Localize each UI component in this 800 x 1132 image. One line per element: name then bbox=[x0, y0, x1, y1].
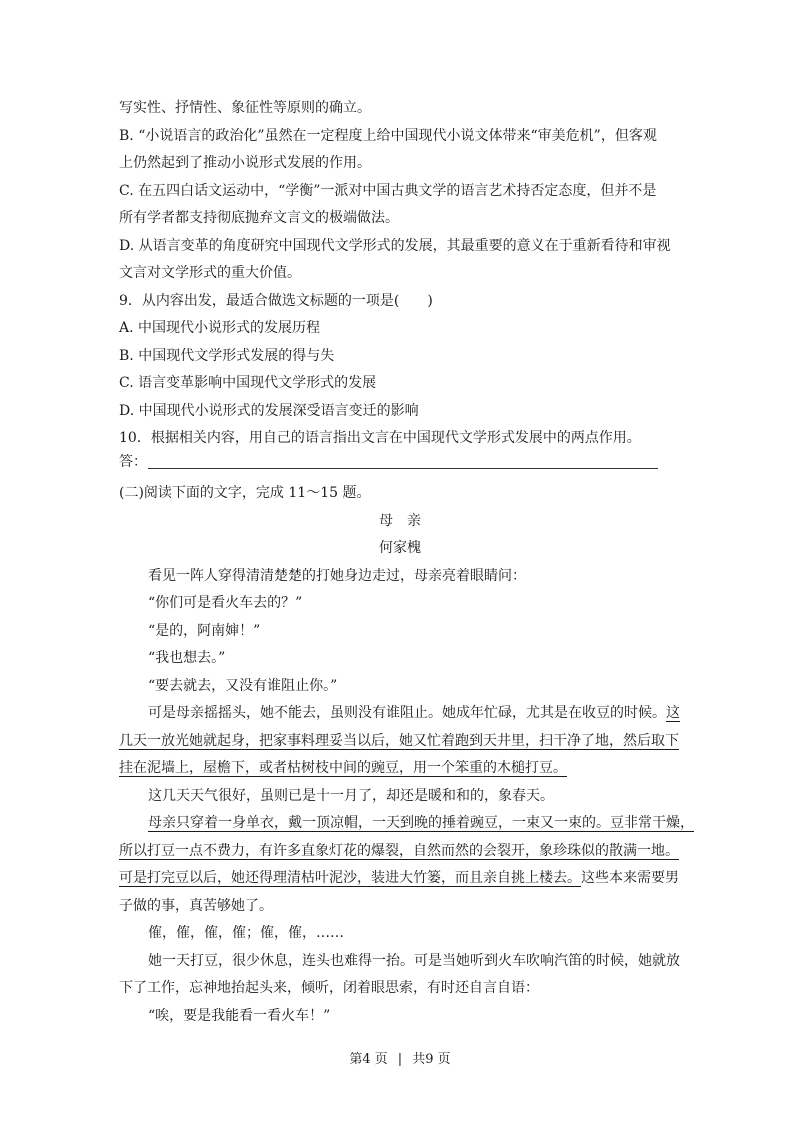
footer-separator: | bbox=[397, 1052, 403, 1067]
option-b-line: B. “小说语言的政治化”虽然在一定程度上给中国现代小说文体带来“审美危机”，但客观 bbox=[119, 128, 657, 144]
paragraph-line: 她一天打豆，很少休息，连头也难得一抬。可是当她听到火车吹响汽笛的时候，她就放 bbox=[148, 953, 680, 969]
answer-blank-line[interactable] bbox=[148, 468, 658, 469]
dialogue-line: “要去就去，又没有谁阻止你。” bbox=[148, 678, 338, 694]
story-title: 母 亲 bbox=[379, 513, 421, 529]
paragraph-line: 子做的事，真苦够她了。 bbox=[119, 898, 273, 914]
question-10: 10．根据相关内容，用自己的语言指出文言在中国现代文学形式发展中的两点作用。 bbox=[119, 430, 641, 446]
underlined-line: 几天一放光她就起身，把家事料理妥当以后，她又忙着跑到天井里，扫干净了地，然后取下 bbox=[119, 733, 679, 749]
q9-option-a: A. 中国现代小说形式的发展历程 bbox=[119, 320, 321, 336]
plain-text: 可是母亲摇摇头，她不能去，虽则没有谁阻止。她成年忙碌，尤其是在收豆的时候。 bbox=[148, 705, 666, 721]
underlined-line: 母亲只穿着一身单衣，戴一顶凉帽，一天到晚的捶着豌豆，一束又一束的。豆非常干燥， bbox=[148, 815, 694, 831]
paragraph-line bbox=[119, 868, 679, 888]
dialogue-line: “唉，要是我能看一看火车！” bbox=[148, 1008, 331, 1024]
q9-option-b: B. 中国现代文学形式发展的得与失 bbox=[119, 348, 335, 364]
underlined-line: 所以打豆一点不费力，有许多直象灯花的爆裂，自然而然的会裂开，象珍珠似的散满一地。 bbox=[119, 843, 679, 859]
total-pages: 共9 页 bbox=[412, 1052, 451, 1067]
option-d-line: D. 从语言变革的角度研究中国现代文学形式的发展，其最重要的意义在于重新看待和审视 bbox=[119, 238, 671, 254]
dialogue-line: “是的，阿南婶！” bbox=[148, 623, 261, 639]
text-line: 文言对文学形式的重大价值。 bbox=[119, 265, 301, 281]
story-author: 何家槐 bbox=[379, 540, 421, 556]
question-9: 9．从内容出发，最适合做选文标题的一项是( ) bbox=[119, 293, 433, 309]
underlined-text: 这 bbox=[666, 705, 680, 721]
text-line: 上仍然起到了推动小说形式发展的作用。 bbox=[119, 155, 371, 171]
q9-option-d: D. 中国现代小说形式的发展深受语言变迁的影响 bbox=[119, 403, 419, 419]
paragraph-line: 看见一阵人穿得清清楚楚的打她身边走过，母亲亮着眼睛问： bbox=[148, 568, 526, 584]
underlined-text: 可是打完豆以后，她还得理清枯叶泥沙，装进大竹篓，而且亲自挑上楼去。 bbox=[119, 870, 581, 886]
dialogue-line: “你们可是看火车去的？” bbox=[148, 595, 303, 611]
page-number: 第4 页 bbox=[349, 1052, 388, 1067]
text-line: 所有学者都支持彻底抛弃文言文的极端做法。 bbox=[119, 210, 399, 226]
paragraph-line: 这几天天气很好，虽则已是十一月了，却还是暖和和的，象春天。 bbox=[148, 788, 554, 804]
paragraph-line bbox=[148, 703, 680, 723]
page-footer bbox=[0, 1048, 800, 1067]
dialogue-line: “我也想去。” bbox=[148, 650, 226, 666]
underlined-line: 挂在泥墙上，屋檐下，或者枯树枝中间的豌豆，用一个笨重的木槌打豆。 bbox=[119, 760, 567, 776]
answer-label: 答： bbox=[119, 454, 147, 470]
text-line: 写实性、抒情性、象征性等原则的确立。 bbox=[119, 100, 371, 116]
q9-option-c: C. 语言变革影响中国现代文学形式的发展 bbox=[119, 375, 377, 391]
plain-text: 这些本来需要男 bbox=[581, 870, 679, 886]
option-c-line: C. 在五四白话文运动中，“学衡”一派对中国古典文学的语言艺术持否定态度，但并不是 bbox=[119, 183, 657, 199]
section-heading: (二)阅读下面的文字，完成 11～15 题。 bbox=[119, 485, 371, 501]
paragraph-line: 下了工作，忘神地抬起头来，倾听，闭着眼思索，有时还自言自语： bbox=[119, 980, 539, 996]
onomatopoeia-line: 傕，傕，傕，傕；傕，傕，…… bbox=[148, 925, 344, 941]
